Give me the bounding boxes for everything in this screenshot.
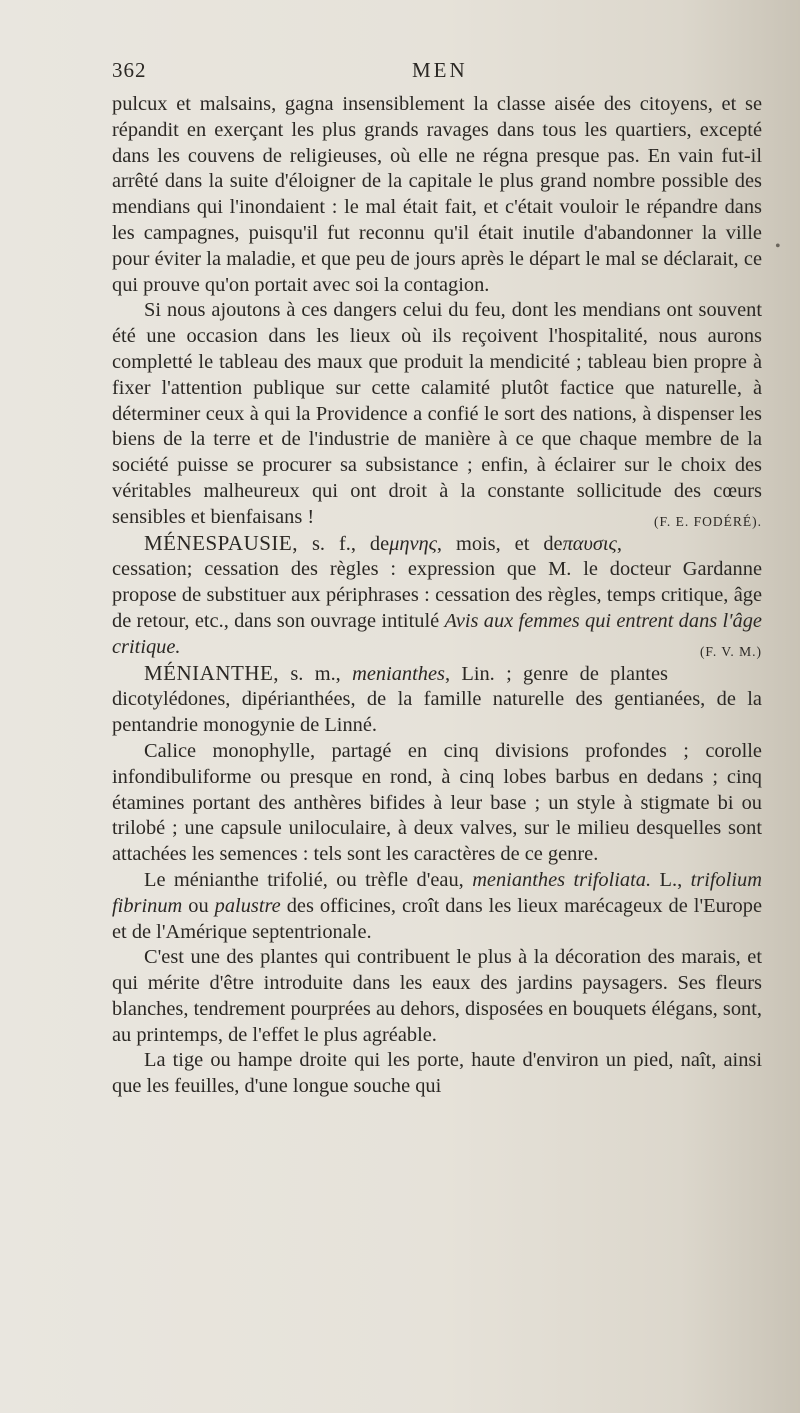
latin-name-menianthes: menianthes bbox=[352, 662, 445, 685]
trifolie-text-c: ou bbox=[188, 894, 209, 917]
entry-menianthe-grammar: s. m., bbox=[290, 662, 341, 685]
entry-menespausie-gloss: , mois, et de bbox=[436, 532, 563, 555]
running-head: MEN bbox=[412, 58, 468, 82]
trifolie-text-b: L., bbox=[659, 868, 683, 891]
trifolie-text-a: Le ménianthe trifolié, ou trèfle d'eau, bbox=[144, 868, 464, 891]
greek-word-pausis: παυσις bbox=[562, 532, 617, 555]
page-header bbox=[112, 58, 752, 88]
page-number: 362 bbox=[112, 58, 147, 82]
greek-word-menes: μηνης bbox=[389, 532, 437, 555]
author-attribution-fvm: (F. V. M.) bbox=[699, 643, 762, 659]
trifolie-text-d: des officines, croît dans les lieux marécageux de l'Europe et de l'Amérique septentrionale. bbox=[112, 894, 762, 943]
paragraph-mendicity bbox=[112, 298, 762, 530]
entry-menianthe-definition: , Lin. ; genre de plantes dicotylédones, dipérianthées, de la famille naturelle des gentianées, de la pentandrie monogynie de Linné. bbox=[112, 662, 762, 737]
paragraph-mendicity-text: Si nous ajoutons à ces dangers celui du feu, dont les mendians ont souvent été une occasion dans les lieux où ils reçoivent l'hospitalité, nous aurons completté le tableau des maux que produit la mendicité ; tableau bien propre à fixer l'attention publique sur cette calamité plutôt factice que naturelle, à déterminer ceux à qui la Providence a confié le sort des nations, à dispenser les biens de la terre et de l'industrie de manière à ce que chaque membre de la société puisse se procurer sa subsistance ; enfin, à éclairer sur le choix des véritables malheureux qui ont droit à la constante sollicitude des cœurs sensibles et bienfaisans ! bbox=[112, 299, 762, 528]
paragraph-contagion: pulcux et malsains, gagna insensiblement la classe aisée des citoyens, et se répandit en exerçant les plus grands ravages dans tous les quartiers, excepté dans les couvens de religieuses, où elle ne régna presque pas. En vain fut-il arrêté dans la suite d'éloigner de la capitale le plus grand nombre possible des mendians qui l'inondaient : le mal était fait, et c'était vouloir le répandre dans les campagnes, puisqu'il fut reconnu qu'il était inutile d'abandonner la ville pour éviter la maladie, et que peu de jours après le départ le mal se déclarait, ce qui prouve qu'on portait avec soi la contagion. bbox=[112, 93, 762, 296]
entry-headword-menianthe: MÉNIANTHE, bbox=[144, 660, 280, 685]
paragraph-tige: La tige ou hampe droite qui les porte, haute d'environ un pied, naît, ainsi que les feuilles, d'une longue souche qui bbox=[112, 1049, 762, 1098]
entry-headword-menespausie: MÉNESPAUSIE, bbox=[144, 530, 299, 555]
margin-dot-mark: • bbox=[775, 238, 781, 255]
entry-menespausie bbox=[112, 531, 762, 661]
entry-menespausie-grammar: s. f., de bbox=[311, 532, 390, 555]
latin-name-palustre: palustre bbox=[214, 894, 281, 917]
author-attribution-fodere: (F. E. FODÉRÉ). bbox=[653, 513, 762, 529]
entry-menespausie-definition: , cessation; cessation des règles : expression que M. le docteur Gardanne propose de substituer aux périphrases : cessation des règles, temps critique, âge de retour, etc., dans son ouvrage intitulé bbox=[112, 532, 762, 632]
paragraph-trifolie bbox=[112, 868, 762, 945]
latin-name-trifoliata: menianthes trifoliata. bbox=[472, 868, 652, 891]
entry-menianthe bbox=[112, 661, 762, 739]
paragraph-decoration: C'est une des plantes qui contribuent le plus à la décoration des marais, et qui mérite d'être introduite dans les eaux des jardins paysagers. Ses fleurs blanches, tendrement pourprées au dehors, disposées en bouquets élégans, sont, au printemps, de l'effet le plus agréable. bbox=[112, 946, 762, 1046]
book-title: Avis aux femmes qui entrent dans l'âge critique. bbox=[112, 609, 762, 658]
body-text bbox=[112, 92, 762, 1100]
latin-name-fibrinum: trifolium fibrinum bbox=[112, 868, 762, 917]
paragraph-characters: Calice monophylle, partagé en cinq divisions profondes ; corolle infondibuliforme ou presque en rond, à cinq lobes barbus en dedans ; cinq étamines portant des anthères bifides à leur base ; un style à stigmate bi ou trilobé ; une capsule uniloculaire, à deux valves, sur le milieu desquelles sont attachées les semences : tels sont les caractères de ce genre. bbox=[112, 739, 762, 866]
